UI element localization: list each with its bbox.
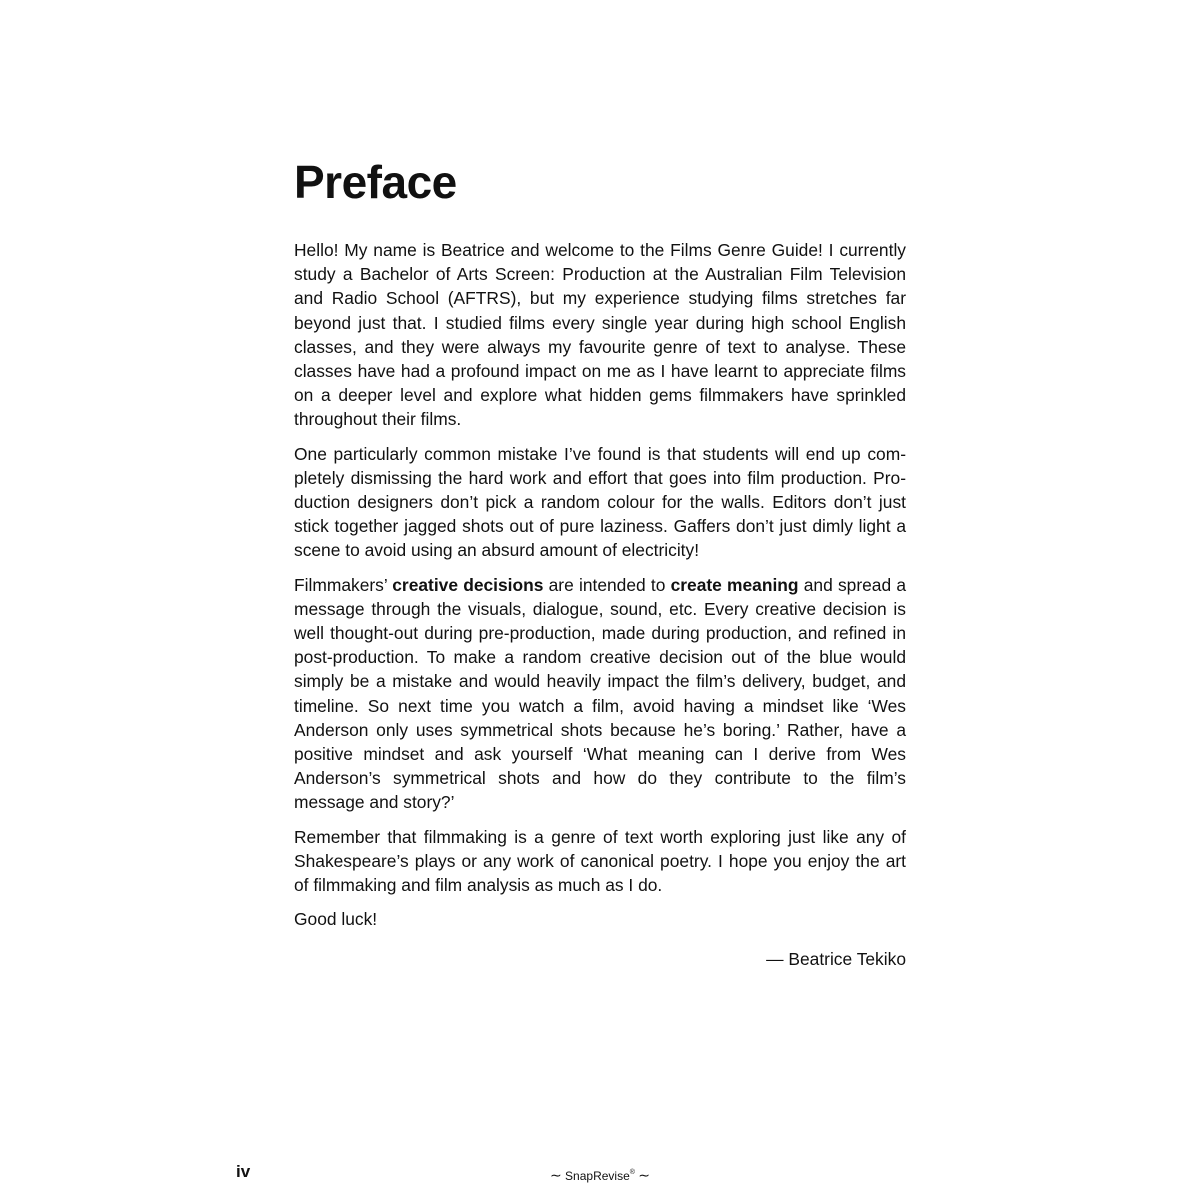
paragraph-4 [294, 825, 906, 898]
footer-brand [0, 1164, 1200, 1185]
paragraph-3 [294, 573, 906, 815]
paragraph-3-text-c: and spread a message through the visuals, dialogue, sound, etc. Every creative decision is well thought-out during pre-production, made during production, and refined in post-production. To make a random creative decision out of the blue would simply be a mistake and would heavily impact the film’s delivery, budget, and timeline. So next time you watch a film, avoid having a mindset like ‘Wes Anderson only uses symmetrical shots because he’s boring.’ Rather, have a positive mindset and ask yourself ‘What meaning can I derive from Wes Anderson’s symmetrical shots and how do they contribute to the film’s message and story?’ [294, 574, 906, 813]
page-content [294, 150, 906, 972]
paragraph-5 [294, 907, 906, 931]
registered-mark: ® [629, 1169, 635, 1176]
page-number: iv [236, 1162, 251, 1181]
paragraph-5-text: Good luck! [294, 909, 378, 930]
bold-phrase-creative-decisions: creative decisions [392, 574, 544, 595]
tilde-right-glyph: ∼ [638, 1167, 651, 1183]
paragraph-1 [294, 238, 906, 432]
page-title: Preface [294, 156, 457, 208]
brand-name: SnapRevise [565, 1169, 630, 1183]
bold-phrase-create-meaning: create meaning [670, 574, 799, 595]
paragraph-3-text-a: Filmmakers’ [294, 574, 393, 595]
paragraph-3-text-b: are intended to [543, 574, 671, 595]
paragraph-2-text: One particularly common mistake I’ve found is that students will end up completely dismissing the hard work and effort that goes into film production. Production designers don’t pick a random colour for the walls. Editors don’t just stick together jagged shots out of pure laziness. Gaffers don’t just dimly light a scene to avoid using an absurd amount of electricity! [294, 443, 906, 561]
paragraph-2 [294, 442, 906, 563]
author-signature: — Beatrice Tekiko [766, 949, 906, 970]
paragraph-1-text: Hello! My name is Beatrice and welcome to the Films Genre Guide! I currently study a Bachelor of Arts Screen: Production at the Australian Film Television and Radio School (AFTRS), but my experience studying films stretches far beyond just that. I studied films every single year during high school English classes, and they were always my favourite genre of text to analyse. These classes have had a profound impact on me as I have learnt to appreciate films on a deeper level and explore what hidden gems filmmakers have sprinkled throughout their films. [294, 240, 906, 430]
paragraph-4-text: Remember that filmmaking is a genre of text worth exploring just like any of Shakespeare’s plays or any work of canonical poetry. I hope you enjoy the art of filmmaking and film analysis as much as I do. [294, 826, 906, 896]
tilde-left-glyph: ∼ [549, 1167, 562, 1183]
